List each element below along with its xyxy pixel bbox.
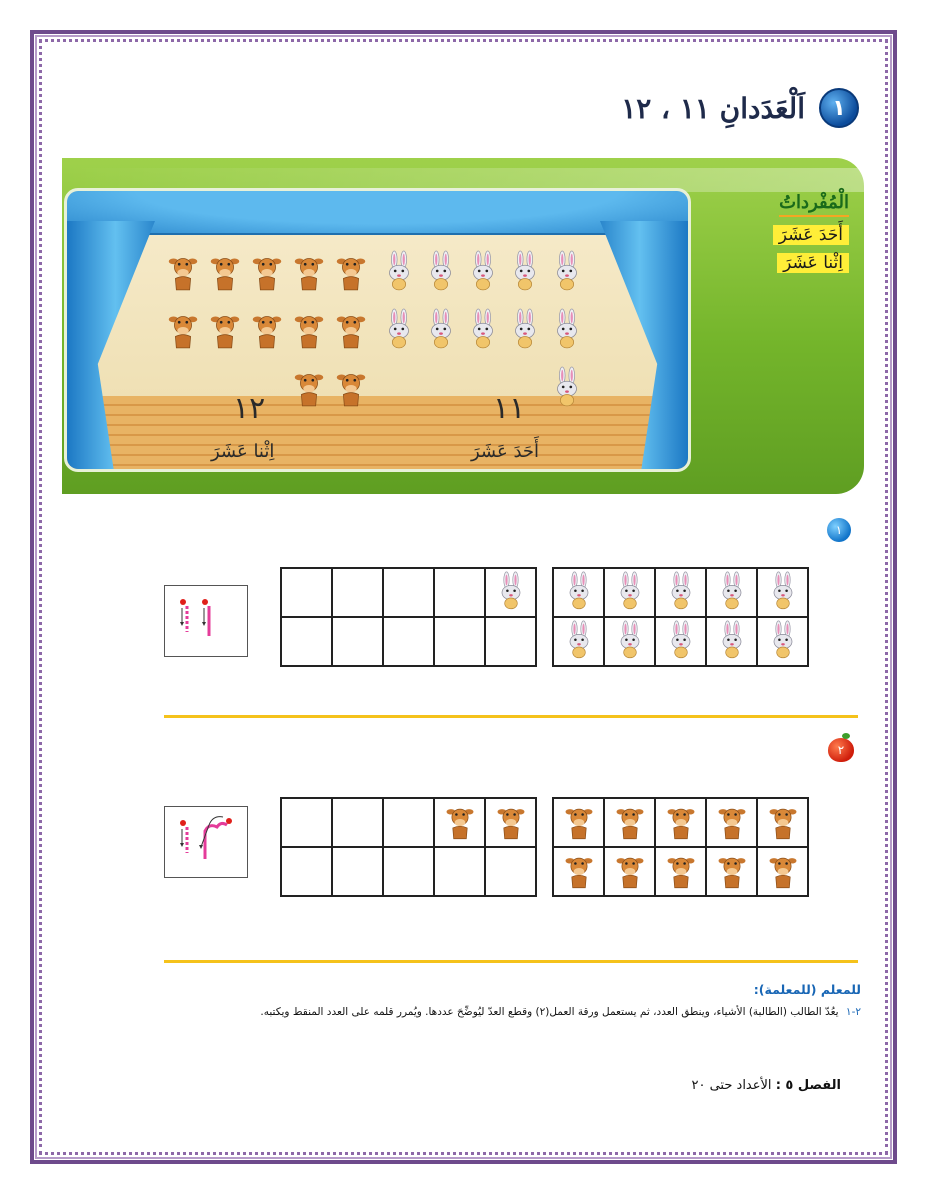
ten-frame-bunnies-partial xyxy=(280,567,537,667)
bunny-icon xyxy=(505,307,545,351)
ten-frame-cell[interactable] xyxy=(655,847,706,896)
lesson-number-badge: ١ xyxy=(819,88,859,128)
bunny-icon xyxy=(663,620,699,664)
ten-frame-cell[interactable] xyxy=(553,568,604,617)
ten-frame-cell[interactable] xyxy=(383,617,434,666)
ten-frame-cell[interactable] xyxy=(383,568,434,617)
vocabulary-title: الْمُفْرداتُ xyxy=(779,192,849,217)
ten-frame-cell[interactable] xyxy=(281,847,332,896)
stage-illustration xyxy=(64,188,691,472)
bunny-icon xyxy=(765,620,801,664)
bunny-icon xyxy=(505,249,545,293)
cow-icon xyxy=(331,307,371,351)
ten-frame-cell[interactable] xyxy=(655,617,706,666)
bunny-icon xyxy=(663,571,699,615)
ten-frame-cell[interactable] xyxy=(383,798,434,847)
cow-icon xyxy=(561,850,597,894)
ten-frame-cell[interactable] xyxy=(706,798,757,847)
ten-frame-cell[interactable] xyxy=(281,568,332,617)
bunny-icon xyxy=(463,249,503,293)
ten-frame-cell[interactable] xyxy=(281,798,332,847)
vocabulary-box xyxy=(773,192,849,273)
ten-frame-cell[interactable] xyxy=(553,798,604,847)
bunny-icon xyxy=(421,307,461,351)
ten-frame-cell[interactable] xyxy=(281,617,332,666)
trace-digits-11 xyxy=(165,586,249,658)
ten-frame-cell[interactable] xyxy=(553,847,604,896)
bunny-icon xyxy=(612,571,648,615)
bunny-icon xyxy=(561,620,597,664)
ten-frame-cell[interactable] xyxy=(434,617,485,666)
bunny-icon xyxy=(765,571,801,615)
ten-frame-cell[interactable] xyxy=(485,847,536,896)
ten-frame-cell[interactable] xyxy=(757,568,808,617)
cow-icon xyxy=(289,249,329,293)
page-footer xyxy=(692,1078,842,1093)
cow-icon xyxy=(663,850,699,894)
bunny-icon xyxy=(714,571,750,615)
ten-frame-cell[interactable] xyxy=(485,617,536,666)
cow-icon xyxy=(612,801,648,845)
ten-frame-cell[interactable] xyxy=(485,568,536,617)
cow-icon xyxy=(765,801,801,845)
ten-frame-cell[interactable] xyxy=(706,568,757,617)
ten-frame-cell[interactable] xyxy=(604,617,655,666)
exercise-1-badge: ١ xyxy=(827,518,851,542)
curtain-valance xyxy=(67,191,688,235)
cow-icon xyxy=(163,307,203,351)
cow-icon xyxy=(561,801,597,845)
ten-frame-cell[interactable] xyxy=(706,847,757,896)
section-divider-1 xyxy=(164,715,858,718)
ten-frame-cell[interactable] xyxy=(434,798,485,847)
lesson-title: اَلْعَدَدانِ ١١ ، ١٢ xyxy=(621,91,805,125)
teacher-note-text: يعُدّ الطالب (الطالبة) الأشياء، وينطق العدد، ثم يستعمل ورقة العمل(٢) وقطع العدّ ليُوضِّحَ عددها. ويُمرر قلمه على العدد المنقط ويكتبه. xyxy=(260,1006,839,1018)
bunny-icon xyxy=(714,620,750,664)
bunny-icon xyxy=(493,571,529,615)
bunny-icon xyxy=(547,365,587,409)
section-divider-2 xyxy=(164,960,858,963)
bunny-icon xyxy=(612,620,648,664)
cow-icon xyxy=(205,307,245,351)
ten-frame-cell[interactable] xyxy=(655,798,706,847)
cow-icon xyxy=(289,307,329,351)
ten-frame-cell[interactable] xyxy=(757,617,808,666)
ten-frame-cows-full xyxy=(552,797,809,897)
stage-word-11: أَحَدَ عَشَرَ xyxy=(471,441,540,462)
footer-subject: الأعداد حتى ٢٠ xyxy=(691,1078,772,1093)
cow-icon xyxy=(714,850,750,894)
stage-floor xyxy=(67,396,688,472)
cow-icon xyxy=(765,850,801,894)
teacher-note-step: ٢-١ xyxy=(845,1006,861,1018)
ten-frame-cell[interactable] xyxy=(655,568,706,617)
cow-icon xyxy=(205,249,245,293)
ten-frame-cell[interactable] xyxy=(604,798,655,847)
cow-icon xyxy=(714,801,750,845)
cow-icon xyxy=(442,801,478,845)
bunny-icon xyxy=(561,571,597,615)
bunny-icon xyxy=(463,307,503,351)
cow-icon xyxy=(663,801,699,845)
teacher-note xyxy=(161,982,861,1021)
trace-number-11[interactable] xyxy=(164,585,248,657)
vocab-item-11: أَحَدَ عَشَرَ xyxy=(773,225,849,245)
ten-frame-cell[interactable] xyxy=(604,568,655,617)
cow-icon xyxy=(247,249,287,293)
apple-icon: ٢ xyxy=(828,738,854,762)
ten-frame-cell[interactable] xyxy=(485,798,536,847)
ten-frame-cell[interactable] xyxy=(332,847,383,896)
cow-icon xyxy=(163,249,203,293)
cow-icon xyxy=(289,365,329,409)
trace-number-12[interactable] xyxy=(164,806,248,878)
bunny-icon xyxy=(379,307,419,351)
ten-frame-cell[interactable] xyxy=(434,568,485,617)
ten-frame-cell[interactable] xyxy=(706,617,757,666)
cow-group xyxy=(163,249,371,409)
teacher-note-body xyxy=(161,1003,861,1021)
ten-frame-cell[interactable] xyxy=(332,617,383,666)
teacher-note-title: للمعلم (للمعلمة): xyxy=(753,982,861,997)
cow-icon xyxy=(331,365,371,409)
cow-icon xyxy=(331,249,371,293)
cow-icon xyxy=(493,801,529,845)
ten-frame-cell[interactable] xyxy=(434,847,485,896)
vocab-item-12: اِثْنا عَشَرَ xyxy=(777,253,849,273)
ten-frame-cell[interactable] xyxy=(757,798,808,847)
lesson-header xyxy=(621,88,859,128)
bunny-icon xyxy=(547,249,587,293)
bunny-icon xyxy=(421,249,461,293)
ten-frame-cell[interactable] xyxy=(332,798,383,847)
ten-frame-bunnies-full xyxy=(552,567,809,667)
stage-number-11: ١١ xyxy=(493,391,526,426)
ten-frame-cows-partial xyxy=(280,797,537,897)
ten-frame-cell[interactable] xyxy=(553,617,604,666)
cow-icon xyxy=(247,307,287,351)
apple-leaf-icon xyxy=(842,733,850,739)
cow-icon xyxy=(612,850,648,894)
stage-word-12: اِثْنا عَشَرَ xyxy=(211,441,275,462)
stage-number-12: ١٢ xyxy=(233,391,266,426)
trace-digits-12 xyxy=(165,807,249,879)
ten-frame-cell[interactable] xyxy=(332,568,383,617)
ten-frame-cell[interactable] xyxy=(383,847,434,896)
ten-frame-cell[interactable] xyxy=(757,847,808,896)
footer-chapter: الفصل ٥ : xyxy=(775,1078,841,1093)
bunny-icon xyxy=(379,249,419,293)
ten-frame-cell[interactable] xyxy=(604,847,655,896)
bunny-group xyxy=(379,249,587,409)
bunny-icon xyxy=(547,307,587,351)
